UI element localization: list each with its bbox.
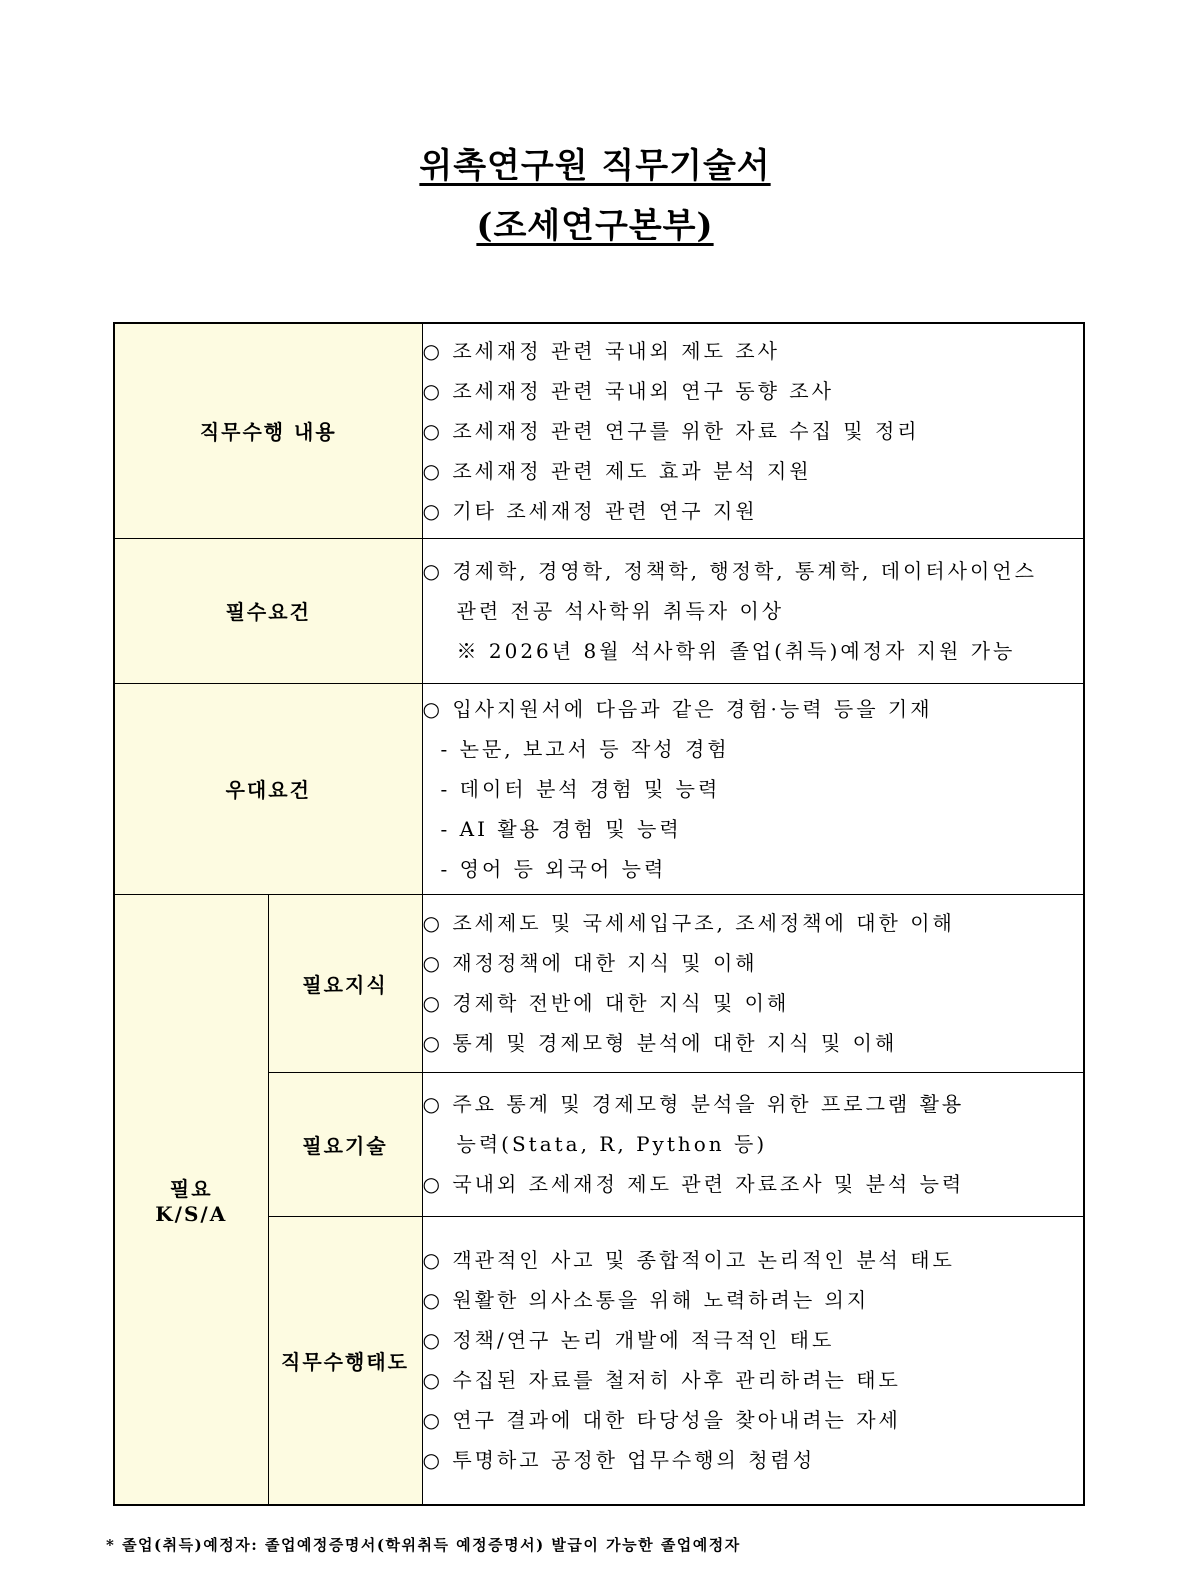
- footnote: * 졸업(취득)예정자: 졸업예정증명서(학위취득 예정증명서) 발급이 가능한 졸업예정자: [106, 1536, 741, 1554]
- list-item: - 논문, 보고서 등 작성 경험: [440, 736, 730, 761]
- attitude-label: 직무수행태도: [268, 1216, 422, 1505]
- list-item: ○ 조세재정 관련 국내외 제도 조사: [422, 338, 780, 363]
- list-item: 능력(Stata, R, Python 등): [456, 1132, 768, 1156]
- list-item: ○ 기타 조세재정 관련 연구 지원: [422, 498, 758, 523]
- list-item: ○ 통계 및 경제모형 분석에 대한 지식 및 이해: [422, 1031, 898, 1055]
- preferred-row: [114, 683, 1084, 894]
- list-item: ○ 조세제도 및 국세세입구조, 조세정책에 대한 이해: [422, 911, 955, 935]
- ksa-label-line1: 필요: [169, 1176, 213, 1201]
- list-item: ※ 2026년 8월 석사학위 졸업(취득)예정자 지원 가능: [456, 638, 1016, 663]
- document-title: 위촉연구원 직무기술서: [419, 146, 771, 186]
- list-item: ○ 연구 결과에 대한 타당성을 찾아내려는 자세: [422, 1408, 901, 1433]
- required-content: [422, 538, 1084, 683]
- list-item: ○ 정책/연구 논리 개발에 적극적인 태도: [422, 1328, 835, 1353]
- list-item: - AI 활용 경험 및 능력: [440, 816, 682, 841]
- list-item: ○ 조세재정 관련 국내외 연구 동향 조사: [422, 378, 834, 403]
- list-item: ○ 조세재정 관련 연구를 위한 자료 수집 및 정리: [422, 418, 920, 443]
- ksa-label-line2: K/S/A: [155, 1201, 228, 1226]
- knowledge-label: 필요지식: [268, 894, 422, 1072]
- preferred-label: 우대요건: [114, 683, 422, 894]
- duties-content: [422, 323, 1084, 538]
- list-item: ○ 투명하고 공정한 업무수행의 청렴성: [422, 1448, 816, 1473]
- attitude-content: [422, 1216, 1084, 1505]
- required-label: 필수요건: [114, 538, 422, 683]
- list-item: 관련 전공 석사학위 취득자 이상: [456, 598, 785, 623]
- skills-content: [422, 1072, 1084, 1216]
- required-row: [114, 538, 1084, 683]
- list-item: ○ 경제학, 경영학, 정책학, 행정학, 통계학, 데이터사이언스: [422, 558, 1037, 583]
- list-item: - 영어 등 외국어 능력: [440, 856, 667, 881]
- duties-row: [114, 323, 1084, 538]
- list-item: ○ 원활한 의사소통을 위해 노력하려는 의지: [422, 1288, 870, 1313]
- document-subtitle: (조세연구본부): [476, 206, 714, 246]
- duties-label: 직무수행 내용: [114, 323, 422, 538]
- knowledge-content: [422, 894, 1084, 1072]
- job-description-table: [113, 322, 1085, 1506]
- list-item: ○ 수집된 자료를 철저히 사후 관리하려는 태도: [422, 1368, 901, 1393]
- list-item: ○ 재정정책에 대한 지식 및 이해: [422, 951, 758, 975]
- list-item: ○ 입사지원서에 다음과 같은 경험·능력 등을 기재: [422, 696, 933, 721]
- knowledge-row: [114, 894, 1084, 1072]
- list-item: ○ 경제학 전반에 대한 지식 및 이해: [422, 991, 790, 1015]
- list-item: ○ 조세재정 관련 제도 효과 분석 지원: [422, 458, 812, 483]
- skills-label: 필요기술: [268, 1072, 422, 1216]
- list-item: ○ 주요 통계 및 경제모형 분석을 위한 프로그램 활용: [422, 1092, 965, 1116]
- list-item: ○ 국내외 조세재정 제도 관련 자료조사 및 분석 능력: [422, 1172, 965, 1196]
- preferred-content: [422, 683, 1084, 894]
- ksa-label: [114, 894, 268, 1505]
- list-item: ○ 객관적인 사고 및 종합적이고 논리적인 분석 태도: [422, 1248, 955, 1273]
- list-item: - 데이터 분석 경험 및 능력: [440, 776, 721, 801]
